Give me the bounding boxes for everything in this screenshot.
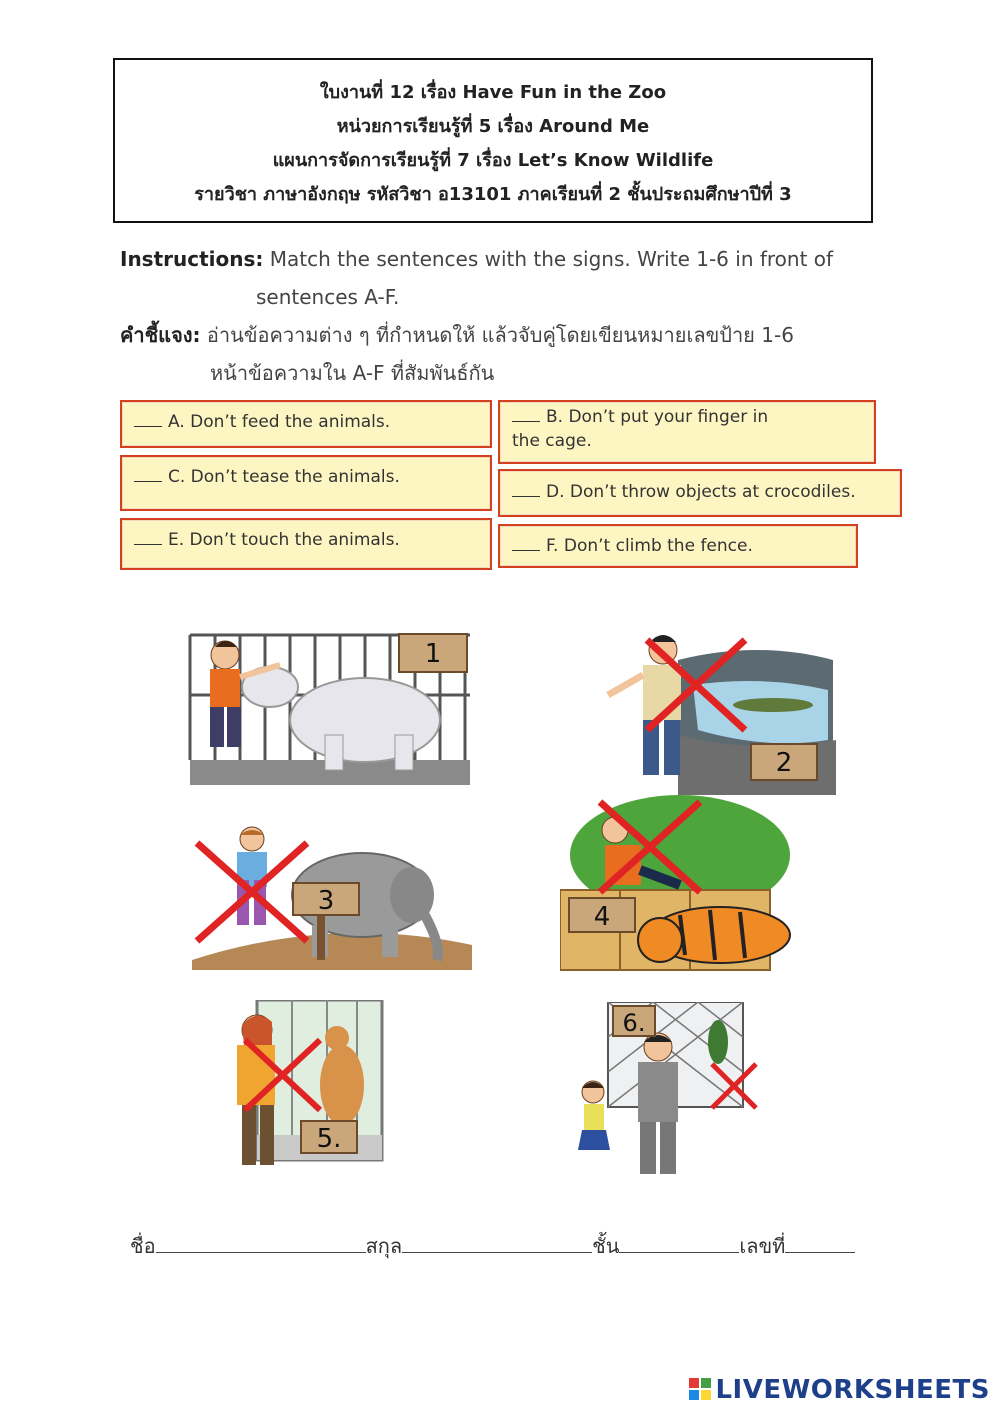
sign-1: 1 (398, 633, 468, 673)
instructions-en (120, 240, 833, 278)
sign-6: 6. (612, 1005, 656, 1037)
name-field[interactable] (156, 1234, 366, 1253)
header-plan: แผนการจัดการเรียนรู้ที่ 7 เรื่อง Let’s Know Wildlife (272, 150, 714, 171)
number-field[interactable] (785, 1234, 855, 1253)
class-field[interactable] (619, 1234, 739, 1253)
liveworksheets-logo (689, 1375, 990, 1405)
answer-blank-b[interactable] (512, 407, 540, 422)
number-label: เลขที่ (739, 1234, 786, 1258)
answer-blank-a[interactable] (134, 412, 162, 427)
instructions-th-label: คำชี้แจง: (120, 323, 201, 347)
class-label: ชั้น (592, 1234, 620, 1258)
option-f-text: F. Don’t climb the fence. (546, 536, 753, 556)
worksheet-header (113, 58, 873, 223)
header-unit: หน่วยการเรียนรู้ที่ 5 เรื่อง Around Me (336, 116, 650, 137)
option-d-text: D. Don’t throw objects at crocodiles. (546, 482, 856, 502)
instructions-en-label: Instructions: (120, 247, 264, 271)
option-e[interactable] (120, 518, 492, 570)
name-label: ชื่อ (130, 1234, 156, 1258)
answer-blank-f[interactable] (512, 536, 540, 551)
surname-field[interactable] (402, 1234, 592, 1253)
student-info-line (130, 1230, 855, 1262)
option-e-text: E. Don’t touch the animals. (168, 530, 400, 550)
instructions-th-cont: หน้าข้อความใน A-F ที่สัมพันธ์กัน (210, 361, 495, 385)
option-c[interactable] (120, 455, 492, 511)
option-b-text-cont: the cage. (512, 431, 592, 451)
instructions-th (120, 316, 794, 354)
liveworksheets-icon (689, 1378, 711, 1400)
instructions-en-cont: sentences A-F. (256, 285, 400, 309)
instructions-th-text: อ่านข้อความต่าง ๆ ที่กำหนดให้ แล้วจับคู่โดยเขียนหมายเลขป้าย 1-6 (206, 323, 794, 347)
option-a[interactable] (120, 400, 492, 448)
option-b[interactable] (498, 400, 876, 464)
instructions-en-text: Match the sentences with the signs. Write 1-6 in front of (269, 247, 834, 271)
prohibition-x-icon (240, 1035, 325, 1115)
answer-blank-e[interactable] (134, 530, 162, 545)
sign-2: 2 (750, 743, 818, 781)
prohibition-x-icon (708, 1060, 760, 1112)
prohibition-x-icon (642, 635, 750, 735)
option-b-text: B. Don’t put your finger in (546, 407, 769, 427)
option-c-text: C. Don’t tease the animals. (168, 467, 400, 487)
answer-blank-c[interactable] (134, 467, 162, 482)
option-a-text: A. Don’t feed the animals. (168, 412, 391, 432)
option-f[interactable] (498, 524, 858, 568)
sign-5: 5. (300, 1120, 358, 1154)
header-title: ใบงานที่ 12 เรื่อง Have Fun in the Zoo (319, 82, 667, 103)
sign-3: 3 (292, 882, 360, 916)
surname-label: สกุล (365, 1234, 403, 1258)
option-d[interactable] (498, 469, 902, 517)
prohibition-x-icon (595, 797, 705, 897)
sign-4: 4 (568, 897, 636, 933)
header-subject: รายวิชา ภาษาอังกฤษ รหัสวิชา อ13101 ภาคเรียนที่ 2 ชั้นประถมศึกษาปีที่ 3 (194, 184, 792, 205)
answer-blank-d[interactable] (512, 482, 540, 497)
brand-text: LIVEWORKSHEETS (715, 1375, 990, 1405)
